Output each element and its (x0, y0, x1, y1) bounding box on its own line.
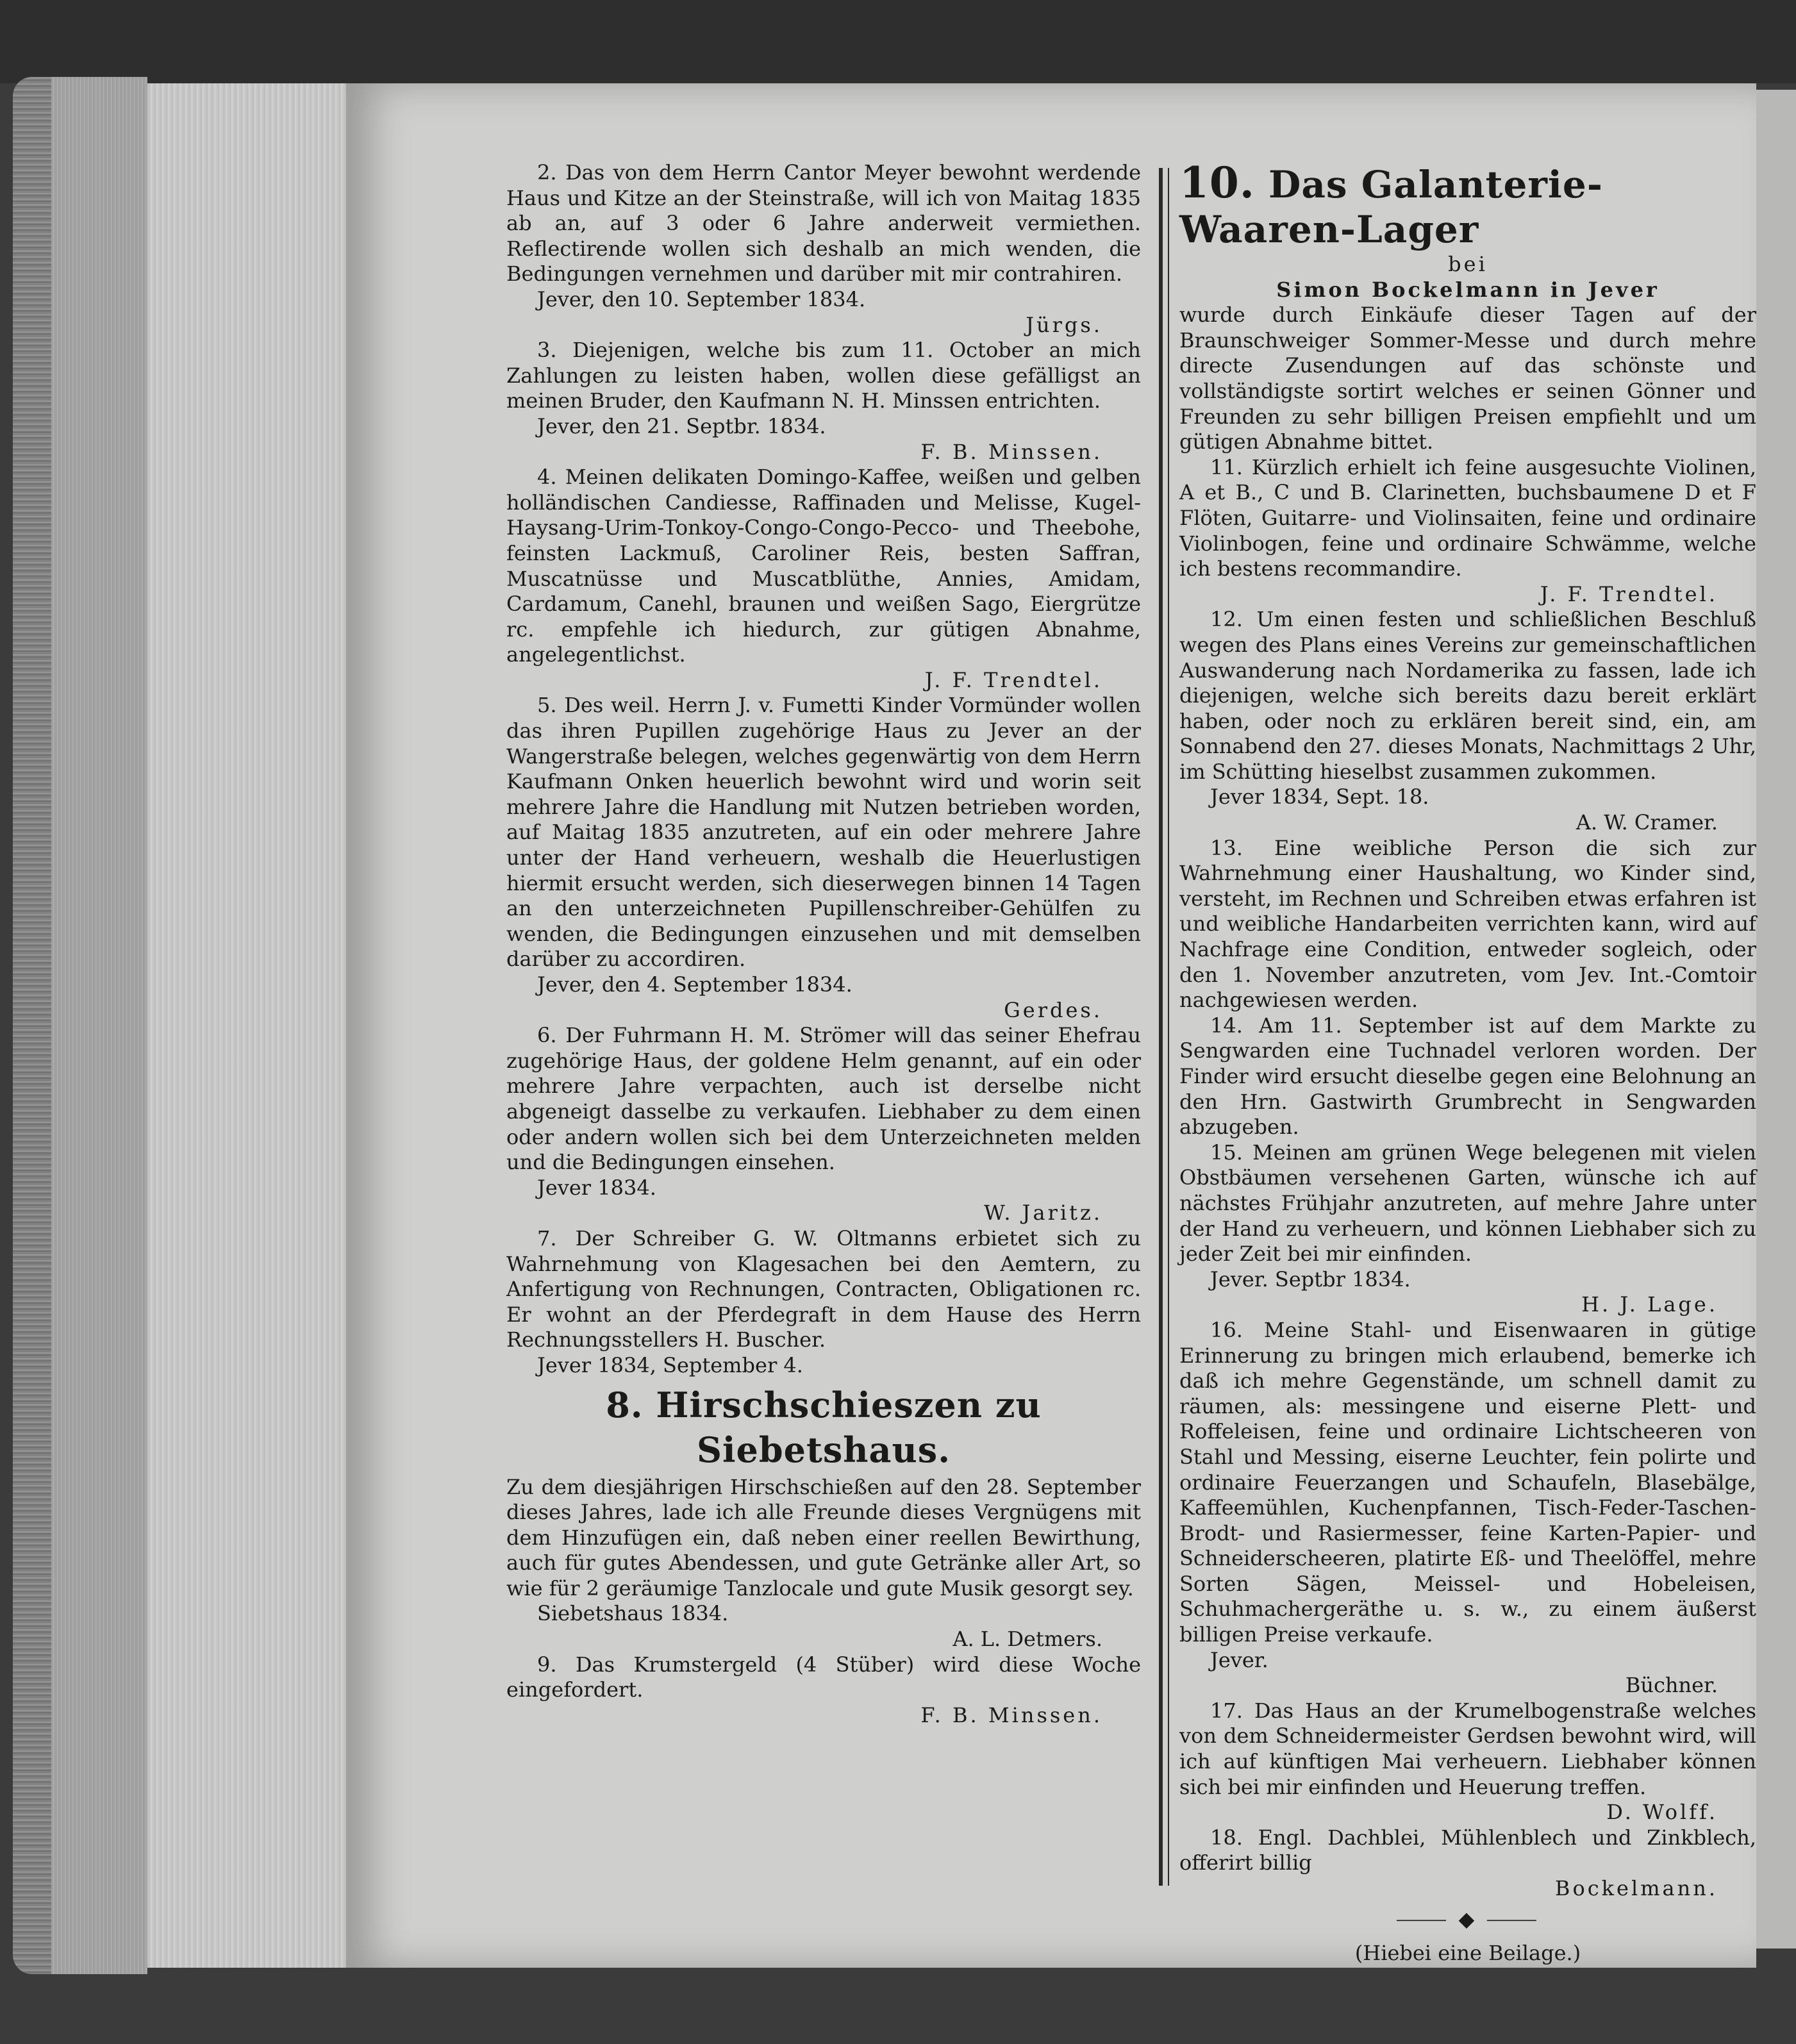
ad-signature: F. B. Minssen. (920, 1702, 1102, 1727)
ad-10 (1179, 160, 1756, 455)
ad-place: Siebetshaus 1834. (537, 1601, 729, 1626)
ad-text: 15. Meinen am grünen Wege belegenen mit vielen Obstbäumen versehenen Garten, wünsche ich auf nächstes Frühjahr anzutreten, auf mehre Jahre unter der Hand zu verheuern, und können Liebhaber sich zu jeder Zeit bei mir einfinden. (1179, 1140, 1756, 1267)
book-spine (13, 77, 51, 1974)
ad-place: Jever, den 21. Septbr. 1834. (537, 413, 826, 438)
ad-place: Jever, den 10. September 1834. (537, 287, 866, 312)
ad-15 (1179, 1140, 1756, 1318)
ad-place: Jever 1834, September 4. (537, 1352, 803, 1377)
ad-subheading-shop: Simon Bockelmann in Jever (1276, 277, 1659, 302)
ad-7 (506, 1226, 1141, 1379)
ad-text: wurde durch Einkäufe dieser Tagen auf der Braunschweiger Sommer-Messe und durch mehre directe Zusendungen auf das schönste und vollständigste sortirt welches er seinen Gönner und Freunden zu sehr billigen Preisen empfiehlt und um gütigen Abnahme bittet. (1179, 303, 1756, 454)
ad-text: 16. Meine Stahl- und Eisenwaaren in gütige Erinnerung zu bringen mich erlaubend, bemerke ich daß ich mehre Gegenstände, um schnell damit zu räumen, als: messingene und eiserne Plett- und Roffeleisen, feine und ordinaire Lichtscheeren von Stahl und Messing, eiserne Leuchter, fein polirte und ordinaire Feuerzangen und Schaufeln, Blasebälge, Kaffeemühlen, Kuchenpfannen, Tisch-Feder-Taschen-Brodt- und Rasiermesser, feine Karten-Papier- und Schneiderscheeren, platirte Eß- und Theelöffel, mehre Sorten Sägen, Meissel- und Hobeleisen, Schuhmachergeräthe u. s. w., zu einem äußerst billigen Preise verkaufe. (1179, 1317, 1756, 1647)
ad-11 (1179, 455, 1756, 608)
ad-8 (506, 1383, 1141, 1652)
leaf-stack (147, 83, 346, 1968)
ornament-divider: ⸻ ◆ ⸻ (1395, 1906, 1540, 1931)
ad-2 (506, 160, 1141, 338)
ad-signature: J. F. Trendtel. (924, 667, 1102, 692)
next-page-edge (1756, 90, 1796, 1948)
ad-5 (506, 693, 1141, 1023)
ad-heading: 8. Hirschschieszen zu Siebetshaus. (606, 1384, 1042, 1470)
ad-14 (1179, 1013, 1756, 1140)
backdrop (0, 0, 1796, 83)
ad-text: 14. Am 11. September ist auf dem Markte zu Sengwarden eine Tuchnadel verloren worden. Der Finder wird ersucht dieselbe gegen eine Belohnung an den Hrn. Gastwirth Grumbrecht in Sengwarden abzugeben. (1179, 1013, 1756, 1140)
ad-place: Jever 1834, Sept. 18. (1210, 785, 1429, 810)
ad-16 (1179, 1318, 1756, 1699)
ad-signature: H. J. Lage. (1581, 1292, 1718, 1317)
column-divider-thin (1168, 168, 1169, 1886)
ad-text: 6. Der Fuhrmann H. M. Strömer will das seiner Ehefrau zugehörige Haus, der goldene Helm genannt, auf ein oder mehrere Jahre verpachten, auch ist derselbe nicht abgeneigt dasselbe zu verkaufen. Liebhaber zu dem einen oder andern wollen sich bei dem Unterzeichneten melden und die Bedingungen einsehen. (506, 1023, 1141, 1175)
supplement-note: (Hiebei eine Beilage.) (1354, 1941, 1581, 1966)
ad-text: 11. Kürzlich erhielt ich feine ausgesuchte Violinen, A et B., C und B. Clarinetten, buchsbaumene D et F Flöten, Guitarre- und Violinsaiten, feine und ordinaire Violinbogen, feine und ordinaire Schwämme, welche ich bestens recommandire. (1179, 454, 1756, 581)
ad-text: 2. Das von dem Herrn Cantor Meyer bewohnt werdende Haus und Kitze an der Steinstraße, will ich von Maitag 1835 ab an, auf 3 oder 6 Jahre anderweit vermiethen. Reflectirende wollen sich deshalb an mich wenden, die Bedingungen vernehmen und darüber mit mir contrahiren. (506, 160, 1141, 287)
ad-text: 17. Das Haus an der Krumelbogenstraße welches von dem Schneidermeister Gerdsen bewohnt wird, will ich auf künftigen Mai verheuern. Liebhaber können sich bei mir einfinden und Heuerung treffen. (1179, 1698, 1756, 1799)
ad-13 (1179, 836, 1756, 1013)
ad-17 (1179, 1699, 1756, 1825)
ad-6 (506, 1023, 1141, 1226)
ad-text: 12. Um einen festen und schließlichen Beschluß wegen des Plans eines Vereins zur gemeinschaftlichen Auswanderung nach Nordamerika zu fassen, lade ich diejenigen, welche sich bereits dazu bereit erklärt haben, oder noch zu erklären bereit sind, ein, am Sonnabend den 27. dieses Monats, Nachmittags 2 Uhr, im Schütting hieselbst zusammen zukommen. (1179, 607, 1756, 784)
ad-4 (506, 465, 1141, 693)
ad-signature: J. F. Trendtel. (1540, 581, 1718, 606)
ad-place: Jever, den 4. September 1834. (537, 972, 852, 997)
ad-signature: A. W. Cramer. (1576, 810, 1718, 835)
ad-text: 3. Diejenigen, welche bis zum 11. October an mich Zahlungen zu leisten haben, wollen diese gefälligst an meinen Bruder, den Kaufmann N. H. Minssen entrichten. (506, 338, 1141, 413)
ad-signature: Jürgs. (1026, 312, 1102, 337)
ad-9 (506, 1652, 1141, 1729)
ad-signature: D. Wolff. (1606, 1800, 1718, 1825)
ad-signature: A. L. Detmers. (952, 1627, 1102, 1652)
ad-signature: Bockelmann. (1554, 1876, 1718, 1900)
ad-text: 18. Engl. Dachblei, Mühlenblech und Zinkblech, offerirt billig (1179, 1825, 1756, 1875)
ad-text: 4. Meinen delikaten Domingo-Kaffee, weißen und gelben holländischen Candiesse, Raffinaden und Melisse, Kugel-Haysang-Urim-Tonkoy-Congo-Congo-Pecco- und Theebohe, feinsten Lackmuß, Caroliner Reis, besten Saffran, Muscatnüsse und Muscatblüthe, Annies, Amidam, Cardamum, Canehl, braunen und weißen Sago, Eiergrütze rc. empfehle ich hiedurch, zur gütigen Abnahme, angelegentlichst. (506, 465, 1141, 667)
ad-signature: F. B. Minssen. (920, 439, 1102, 464)
ad-heading-title: Das Galanterie-Waaren-Lager (1179, 163, 1603, 251)
right-column (1179, 160, 1756, 1966)
ad-signature: Büchner. (1625, 1673, 1718, 1698)
ad-text: 9. Das Krumstergeld (4 Stüber) wird diese Woche eingefordert. (506, 1652, 1141, 1702)
ad-12 (1179, 607, 1756, 835)
ad-place: Jever 1834. (537, 1175, 656, 1200)
ad-text: 13. Eine weibliche Person die sich zur Wahrnehmung einer Haushaltung, wo Kinder sind, versteht, im Rechnen und Schreiben etwas erfahren ist und weibliche Handarbeiten verrichten kann, wird auf Nachfrage eine Condition, entweder sogleich, oder den 1. November anzutreten, vom Jev. Int.-Comtoir nachgewiesen werden. (1179, 835, 1756, 1013)
column-divider (1159, 168, 1163, 1886)
ad-text: Zu dem diesjährigen Hirschschießen auf den 28. September dieses Jahres, lade ich alle Freunde dieses Vergnügens mit dem Hinzufügen ein, daß neben einer reellen Bewirthung, auch für gutes Abendessen, und gute Getränke aller Art, so wie für 2 geräumige Tanzlocale und gute Musik gesorgt sey. (506, 1474, 1141, 1600)
ad-3 (506, 338, 1141, 465)
ad-text: 5. Des weil. Herrn J. v. Fumetti Kinder Vormünder wollen das ihren Pupillen zugehörige Haus zu Jever an der Wangerstraße belegen, welches gegenwärtig von dem Herrn Kaufmann Onken heuerlich bewohnt wird und worin seit mehrere Jahre die Handlung mit Nutzen betrieben worden, auf Maitag 1835 anzutreten, auf ein oder mehrere Jahre unter der Hand verheuern, weshalb die Heuerlustigen hiermit ersucht werden, sich dieserwegen binnen 14 Tagen an den unterzeichneten Pupillenschreiber-Gehülfen zu wenden, die Bedingungen einzusehen und mit demselben darüber zu accordiren. (506, 693, 1141, 972)
ad-signature: W. Jaritz. (984, 1201, 1102, 1226)
ad-heading (1179, 160, 1756, 252)
ad-subheading: bei (1448, 252, 1488, 276)
ad-signature: Gerdes. (1004, 997, 1102, 1022)
ad-place: Jever. Septbr 1834. (1210, 1267, 1411, 1292)
ad-place: Jever. (1210, 1647, 1268, 1672)
book-page-edges (51, 77, 147, 1974)
ad-heading-number: 10. (1179, 158, 1255, 208)
ad-text: 7. Der Schreiber G. W. Oltmanns erbietet sich zu Wahrnehmung von Klagesachen bei den Aemtern, zu Anfertigung von Rechnungen, Contracten, Obligationen rc. Er wohnt an der Pferdegraft in dem Hause des Herrn Rechnungsstellers H. Buscher. (506, 1226, 1141, 1352)
left-column (506, 160, 1141, 1728)
ad-18 (1179, 1825, 1756, 1902)
